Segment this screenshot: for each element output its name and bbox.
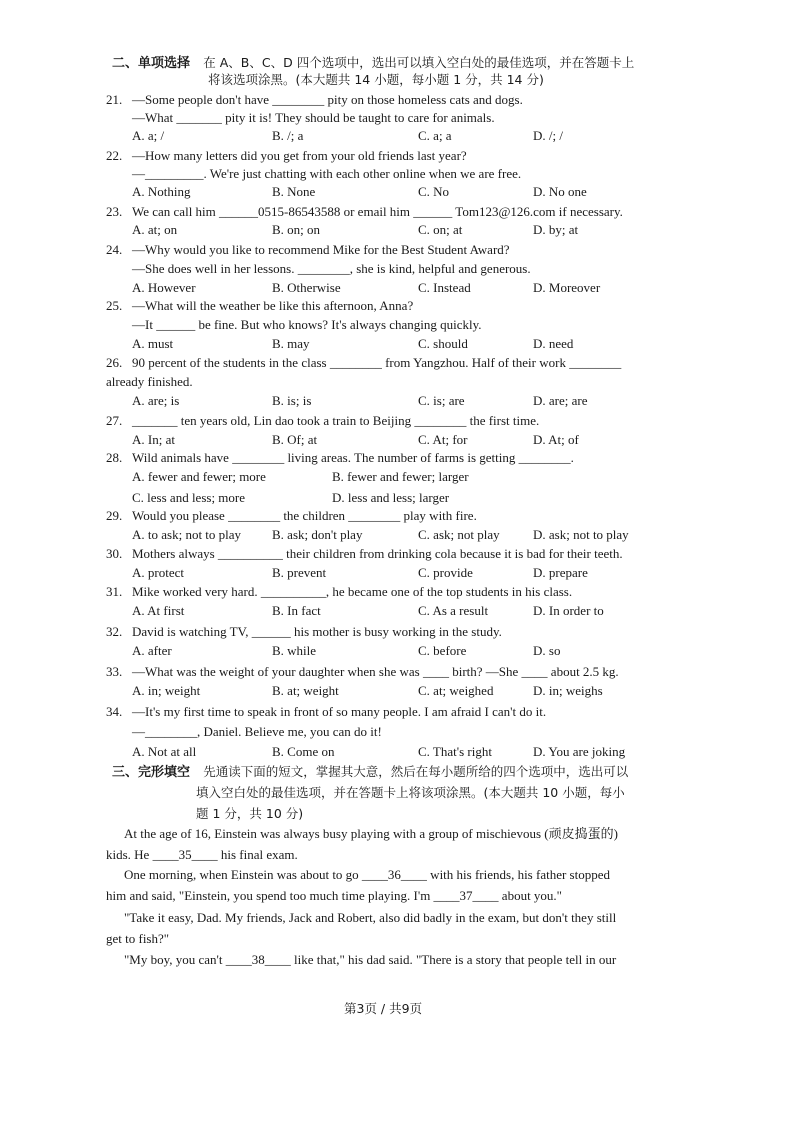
answer-option-c[interactable]: C. That's right [418,744,492,759]
section2-title: 二、单项选择 [112,56,191,71]
answer-option-a[interactable]: A. after [132,643,172,658]
passage-line-1: At the age of 16, Einstein was always busy playing with a group of mischievous (顽皮捣蛋的) [124,826,618,841]
answer-option-c[interactable]: C. on; at [418,222,463,237]
answer-option-c[interactable]: C. ask; not play [418,527,500,542]
question-number: 31. [106,584,123,599]
question-text-line: —It's my first time to speak in front of so many people. I am afraid I can't do it. [132,704,547,719]
question-number: 27. [106,413,123,428]
answer-option-d[interactable]: D. ask; not to play [533,527,629,542]
answer-option-a[interactable]: A. At first [132,603,185,618]
answer-option-d[interactable]: D. /; / [533,128,563,143]
passage-line-6: get to fish?" [106,931,170,946]
answer-option-c[interactable]: C. provide [418,565,473,580]
section2-intro-line2: 将该选项涂黑。(本大题共 14 小题，每小题 1 分，共 14 分) [208,72,544,87]
question-number: 32. [106,624,123,639]
question-text-line: —It ______ be fine. But who knows? It's always changing quickly. [132,317,482,332]
answer-option-c[interactable]: C. At; for [418,432,468,447]
answer-option-b[interactable]: B. In fact [272,603,321,618]
answer-option-c[interactable]: C. before [418,643,467,658]
answer-option-a[interactable]: A. must [132,336,174,351]
answer-option-b[interactable]: B. while [272,643,317,658]
question-text-line: David is watching TV, ______ his mother is busy working in the study. [132,624,502,639]
answer-option-c[interactable]: C. As a result [418,603,489,618]
answer-option-b[interactable]: B. prevent [272,565,327,580]
answer-option-a[interactable]: A. to ask; not to play [132,527,242,542]
passage-line-3: One morning, when Einstein was about to go ____36____ with his friends, his father stopped [124,867,610,882]
question-text-line: already finished. [106,374,193,389]
question-text-line: _______ ten years old, Lin dao took a train to Beijing ________ the first time. [132,413,540,428]
section3-intro-line1: 先通读下面的短文，掌握其大意，然后在每小题所给的四个选项中，选出可以 [203,764,629,779]
question-number: 30. [106,546,123,561]
question-text-line: —_________. We're just chatting with each other online when we are free. [132,166,522,181]
question-number: 26. [106,355,123,370]
question-text-line: —What will the weather be like this afternoon, Anna? [132,298,414,313]
answer-option-d[interactable]: D. less and less; larger [332,490,450,505]
question-text-line: —She does well in her lessons. ________, she is kind, helpful and generous. [132,261,531,276]
answer-option-d[interactable]: D. At; of [533,432,579,447]
question-text-line: —Why would you like to recommend Mike for the Best Student Award? [132,242,510,257]
question-number: 22. [106,148,123,163]
question-text-line: Would you please ________ the children ________ play with fire. [132,508,477,523]
question-number: 23. [106,204,123,219]
answer-option-d[interactable]: D. in; weighs [533,683,603,698]
question-text-line: —Some people don't have ________ pity on those homeless cats and dogs. [132,92,523,107]
section3-intro-line2: 填入空白处的最佳选项，并在答题卡上将该项涂黑。(本大题共 10 小题，每小 [196,785,625,800]
passage-line-2: kids. He ____35____ his final exam. [106,847,298,862]
answer-option-a[interactable]: A. However [132,280,196,295]
section3-title: 三、完形填空 [112,765,191,780]
answer-option-d[interactable]: D. You are joking [533,744,626,759]
answer-option-c[interactable]: C. a; a [418,128,452,143]
answer-option-c[interactable]: C. No [418,184,450,199]
question-number: 28. [106,450,123,465]
answer-option-d[interactable]: D. by; at [533,222,579,237]
question-number: 21. [106,92,123,107]
answer-option-a[interactable]: A. at; on [132,222,178,237]
answer-option-a[interactable]: A. In; at [132,432,175,447]
answer-option-d[interactable]: D. are; are [533,393,588,408]
answer-option-c[interactable]: C. is; are [418,393,465,408]
answer-option-b[interactable]: B. /; a [272,128,304,143]
section2-intro-line1: 在 A、B、C、D 四个选项中，选出可以填入空白处的最佳选项，并在答题卡上 [203,55,635,70]
answer-option-c[interactable]: C. less and less; more [132,490,246,505]
answer-option-a[interactable]: A. are; is [132,393,180,408]
answer-option-b[interactable]: B. Otherwise [272,280,341,295]
question-text-line: —What was the weight of your daughter when she was ____ birth? —She ____ about 2.5 kg. [132,664,619,679]
answer-option-c[interactable]: C. should [418,336,468,351]
answer-option-b[interactable]: B. on; on [272,222,321,237]
answer-option-a[interactable]: A. a; / [132,128,165,143]
section3-intro-line3: 题 1 分，共 10 分) [196,806,304,821]
section3-header [112,763,628,782]
question-text-line: Wild animals have ________ living areas. The number of farms is getting ________. [132,450,574,465]
answer-option-b[interactable]: B. ask; don't play [272,527,363,542]
answer-option-d[interactable]: D. so [533,643,561,658]
question-text-line: Mike worked very hard. __________, he became one of the top students in his class. [132,584,573,599]
answer-option-d[interactable]: D. In order to [533,603,604,618]
question-number: 24. [106,242,123,257]
question-text-line: Mothers always __________ their children from drinking cola because it is bad for their teeth. [132,546,623,561]
answer-option-b[interactable]: B. Of; at [272,432,318,447]
answer-option-c[interactable]: C. Instead [418,280,471,295]
page-footer: 第3页 / 共9页 [344,1001,423,1016]
answer-option-a[interactable]: A. in; weight [132,683,201,698]
answer-option-d[interactable]: D. need [533,336,574,351]
answer-option-b[interactable]: B. None [272,184,316,199]
answer-option-b[interactable]: B. is; is [272,393,312,408]
answer-option-a[interactable]: A. Not at all [132,744,197,759]
question-text-line: —How many letters did you get from your old friends last year? [132,148,467,163]
question-number: 34. [106,704,123,719]
question-text-line: —________, Daniel. Believe me, you can do it! [132,724,382,739]
question-number: 25. [106,298,123,313]
answer-option-d[interactable]: D. prepare [533,565,588,580]
answer-option-b[interactable]: B. may [272,336,310,351]
question-text-line: —What _______ pity it is! They should be taught to care for animals. [132,110,495,125]
question-number: 33. [106,664,123,679]
question-number: 29. [106,508,123,523]
question-text-line: 90 percent of the students in the class ________ from Yangzhou. Half of their work ________ [132,355,622,370]
passage-line-7: "My boy, you can't ____38____ like that," his dad said. "There is a story that people tell in our [124,952,617,967]
answer-option-b[interactable]: B. Come on [272,744,335,759]
answer-option-a[interactable]: A. fewer and fewer; more [132,469,266,484]
answer-option-d[interactable]: D. No one [533,184,587,199]
answer-option-c[interactable]: C. at; weighed [418,683,494,698]
passage-line-5: "Take it easy, Dad. My friends, Jack and Robert, also did badly in the exam, but don't they still [124,910,617,925]
answer-option-b[interactable]: B. fewer and fewer; larger [332,469,469,484]
answer-option-a[interactable]: A. Nothing [132,184,191,199]
answer-option-d[interactable]: D. Moreover [533,280,601,295]
passage-line-4: him and said, "Einstein, you spend too much time playing. I'm ____37____ about you." [106,888,562,903]
answer-option-a[interactable]: A. protect [132,565,184,580]
question-text-line: We can call him ______0515-86543588 or email him ______ Tom123@126.com if necessary. [132,204,623,219]
answer-option-b[interactable]: B. at; weight [272,683,339,698]
